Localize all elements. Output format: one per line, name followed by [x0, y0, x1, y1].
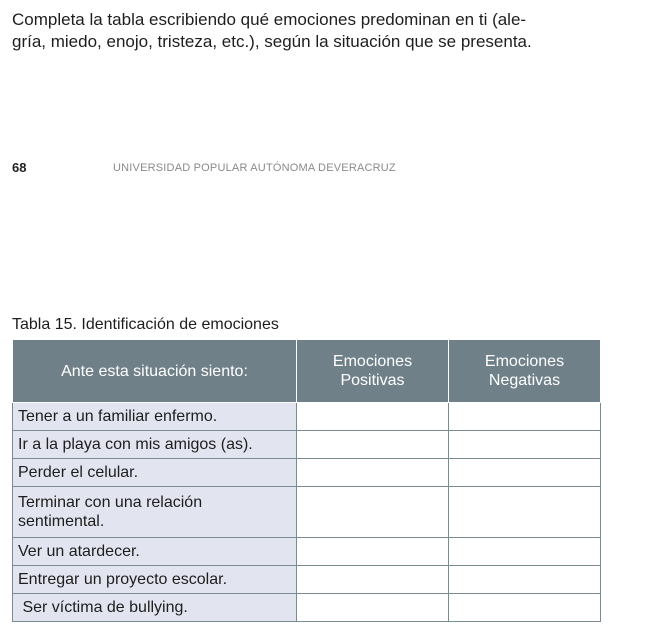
positive-emotions-cell[interactable] [297, 487, 449, 538]
negative-emotions-cell[interactable] [449, 431, 601, 459]
table-row [13, 431, 601, 459]
emotions-table [12, 339, 601, 622]
header-negative-line-1: Emociones [484, 353, 565, 370]
positive-emotions-cell[interactable] [297, 566, 449, 594]
table-row [13, 459, 601, 487]
positive-emotions-cell[interactable] [297, 459, 449, 487]
table-row [13, 403, 601, 431]
table-row [13, 594, 601, 622]
positive-emotions-cell[interactable] [297, 538, 449, 566]
header-positive-emotions [297, 340, 449, 403]
situation-cell: Ir a la playa con mis amigos (as). [13, 431, 297, 459]
negative-emotions-cell[interactable] [449, 487, 601, 538]
header-negative-line-2: Negativas [488, 372, 561, 389]
instructions-line-2: gría, miedo, enojo, tristeza, etc.), según la situación que se presenta. [12, 32, 532, 51]
instructions-line-1: Completa la tabla escribiendo qué emociones predominan en ti (ale- [12, 10, 527, 29]
negative-emotions-cell[interactable] [449, 594, 601, 622]
table-row [13, 538, 601, 566]
header-situation: Ante esta situación siento: [13, 340, 297, 403]
situation-cell: Ver un atardecer. [13, 538, 297, 566]
situation-cell: Tener a un familiar enfermo. [13, 403, 297, 431]
instructions-paragraph [12, 9, 612, 53]
situation-cell: Entregar un proyecto escolar. [13, 566, 297, 594]
positive-emotions-cell[interactable] [297, 594, 449, 622]
negative-emotions-cell[interactable] [449, 538, 601, 566]
page-number: 68 [12, 160, 27, 175]
table-row [13, 566, 601, 594]
header-positive-line-1: Emociones [332, 353, 413, 370]
header-negative-emotions [449, 340, 601, 403]
table-header-row [13, 340, 601, 403]
situation-cell: Ser víctima de bullying. [13, 594, 297, 622]
header-positive-line-2: Positivas [340, 372, 405, 389]
university-name: UNIVERSIDAD POPULAR AUTÓNOMA DEVERACRUZ [113, 162, 396, 174]
table-row [13, 487, 601, 538]
situation-cell: Perder el celular. [13, 459, 297, 487]
table-caption: Tabla 15. Identificación de emociones [12, 316, 279, 333]
positive-emotions-cell[interactable] [297, 431, 449, 459]
negative-emotions-cell[interactable] [449, 459, 601, 487]
situation-cell: Terminar con una relación sentimental. [13, 487, 297, 538]
positive-emotions-cell[interactable] [297, 403, 449, 431]
negative-emotions-cell[interactable] [449, 403, 601, 431]
negative-emotions-cell[interactable] [449, 566, 601, 594]
